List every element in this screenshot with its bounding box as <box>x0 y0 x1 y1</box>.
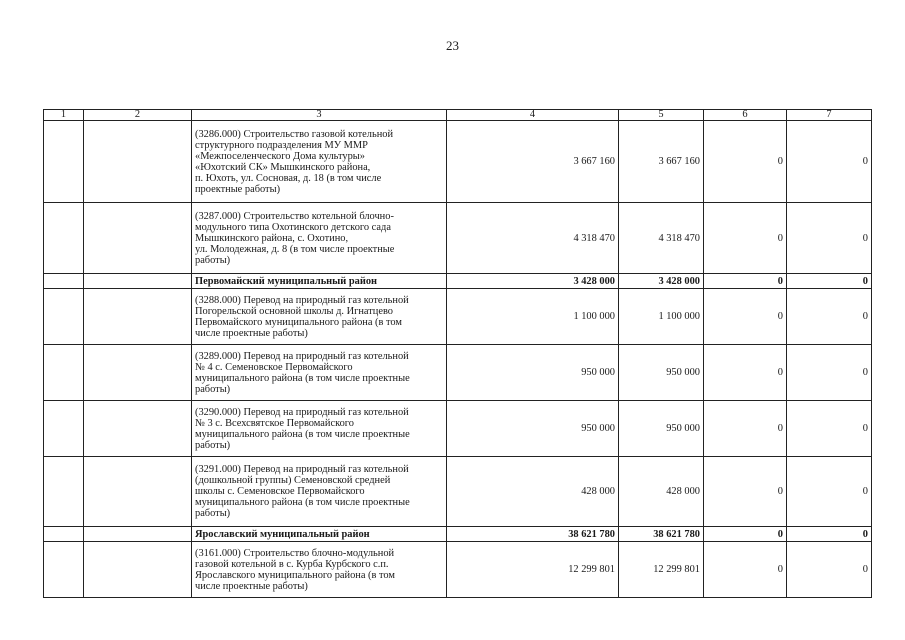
district-total-row <box>44 274 872 289</box>
cell-col-1 <box>44 527 84 542</box>
cell-col-2 <box>84 289 192 345</box>
amount-col-4: 12 299 801 <box>447 542 619 598</box>
column-header-4: 4 <box>447 110 619 121</box>
district-name <box>192 527 447 542</box>
description-line: «Юхотский СК» Мышкинского района, <box>195 161 371 173</box>
column-number-row <box>44 110 872 121</box>
amount-col-4: 428 000 <box>447 457 619 527</box>
description-line: п. Юхоть, ул. Сосновая, д. 18 (в том числе <box>195 172 382 184</box>
item-description <box>192 401 447 457</box>
cell-col-1 <box>44 457 84 527</box>
description-line: структурного подразделения МУ ММР <box>195 139 368 151</box>
cell-col-2 <box>84 401 192 457</box>
cell-col-1 <box>44 274 84 289</box>
column-header-7: 7 <box>787 110 872 121</box>
description-line: Ярославский муниципальный район <box>195 528 370 540</box>
table-row <box>44 121 872 203</box>
cell-col-1 <box>44 203 84 274</box>
description-line: (дошкольной группы) Семеновской средней <box>195 475 391 486</box>
item-description <box>192 542 447 598</box>
district-total-row <box>44 527 872 542</box>
amount-col-7: 0 <box>787 542 872 598</box>
amount-col-7: 0 <box>787 203 872 274</box>
description-line: работы) <box>195 254 231 266</box>
description-line: (3289.000) Перевод на природный газ котельной <box>195 350 409 362</box>
description-line: муниципального района (в том числе проектные <box>195 372 410 384</box>
description-line: Погорельской основной школы д. Игнатцево <box>195 305 393 317</box>
amount-col-4: 3 667 160 <box>447 121 619 203</box>
amount-col-5: 428 000 <box>619 457 704 527</box>
budget-table <box>43 109 872 598</box>
amount-col-5: 1 100 000 <box>619 289 704 345</box>
table-row <box>44 345 872 401</box>
description-line: числе проектные работы) <box>195 580 308 592</box>
amount-col-7: 0 <box>787 457 872 527</box>
item-description <box>192 345 447 401</box>
page-number: 23 <box>446 38 459 53</box>
amount-col-4: 1 100 000 <box>447 289 619 345</box>
description-line: «Межпоселенческого Дома культуры» <box>195 150 365 162</box>
amount-col-5: 950 000 <box>619 345 704 401</box>
amount-col-4: 950 000 <box>447 345 619 401</box>
column-header-3: 3 <box>192 110 447 121</box>
amount-col-4: 950 000 <box>447 401 619 457</box>
table-row <box>44 542 872 598</box>
description-line: муниципального района (в том числе проектные <box>195 497 410 508</box>
cell-col-1 <box>44 542 84 598</box>
item-description <box>192 121 447 203</box>
cell-col-1 <box>44 401 84 457</box>
district-name <box>192 274 447 289</box>
amount-col-7: 0 <box>787 527 872 542</box>
amount-col-6: 0 <box>704 457 787 527</box>
description-line: (3286.000) Строительство газовой котельной <box>195 128 394 140</box>
amount-col-6: 0 <box>704 274 787 289</box>
amount-col-6: 0 <box>704 401 787 457</box>
description-line: (3288.000) Перевод на природный газ котельной <box>195 294 409 306</box>
description-line: Первомайский муниципальный район <box>195 275 378 287</box>
cell-col-2 <box>84 457 192 527</box>
description-line: Ярославского муниципального района (в том <box>195 569 395 581</box>
cell-col-2 <box>84 542 192 598</box>
description-line: числе проектные работы) <box>195 327 308 339</box>
description-line: № 4 с. Семеновское Первомайского <box>195 361 353 373</box>
amount-col-7: 0 <box>787 345 872 401</box>
amount-col-6: 0 <box>704 121 787 203</box>
cell-col-2 <box>84 527 192 542</box>
amount-col-4: 4 318 470 <box>447 203 619 274</box>
description-line: (3161.000) Строительство блочно-модульной <box>195 547 395 559</box>
description-line: Первомайского муниципального района (в том <box>195 316 402 328</box>
cell-col-1 <box>44 121 84 203</box>
cell-col-2 <box>84 121 192 203</box>
cell-col-2 <box>84 203 192 274</box>
table-row <box>44 203 872 274</box>
amount-col-6: 0 <box>704 345 787 401</box>
description-line: № 3 с. Всехсвятское Первомайского <box>195 417 354 429</box>
amount-col-4: 38 621 780 <box>447 527 619 542</box>
amount-col-7: 0 <box>787 289 872 345</box>
cell-col-2 <box>84 345 192 401</box>
table-row <box>44 289 872 345</box>
amount-col-6: 0 <box>704 289 787 345</box>
amount-col-7: 0 <box>787 121 872 203</box>
amount-col-7: 0 <box>787 274 872 289</box>
amount-col-5: 950 000 <box>619 401 704 457</box>
description-line: модульного типа Охотинского детского сада <box>195 221 391 233</box>
table-row <box>44 457 872 527</box>
cell-col-1 <box>44 289 84 345</box>
amount-col-5: 38 621 780 <box>619 527 704 542</box>
description-line: школы с. Семеновское Первомайского <box>195 486 365 497</box>
table-row <box>44 401 872 457</box>
amount-col-6: 0 <box>704 542 787 598</box>
description-line: (3287.000) Строительство котельной блочно- <box>195 210 394 222</box>
amount-col-4: 3 428 000 <box>447 274 619 289</box>
amount-col-5: 3 667 160 <box>619 121 704 203</box>
amount-col-5: 12 299 801 <box>619 542 704 598</box>
description-line: работы) <box>195 508 231 519</box>
description-line: работы) <box>195 439 231 451</box>
column-header-1: 1 <box>44 110 84 121</box>
description-line: (3291.000) Перевод на природный газ котельной <box>195 464 409 475</box>
description-line: муниципального района (в том числе проектные <box>195 428 410 440</box>
description-line: Мышкинского района, с. Охотино, <box>195 232 349 244</box>
column-header-5: 5 <box>619 110 704 121</box>
item-description <box>192 289 447 345</box>
cell-col-1 <box>44 345 84 401</box>
item-description <box>192 203 447 274</box>
column-header-6: 6 <box>704 110 787 121</box>
item-description <box>192 457 447 527</box>
description-line: проектные работы) <box>195 183 281 195</box>
amount-col-7: 0 <box>787 401 872 457</box>
description-line: газовой котельной в с. Курба Курбского с.п. <box>195 558 389 570</box>
description-line: ул. Молодежная, д. 8 (в том числе проектные <box>195 243 395 255</box>
description-line: (3290.000) Перевод на природный газ котельной <box>195 406 409 418</box>
description-line: работы) <box>195 383 231 395</box>
amount-col-5: 4 318 470 <box>619 203 704 274</box>
amount-col-6: 0 <box>704 527 787 542</box>
amount-col-5: 3 428 000 <box>619 274 704 289</box>
cell-col-2 <box>84 274 192 289</box>
column-header-2: 2 <box>84 110 192 121</box>
amount-col-6: 0 <box>704 203 787 274</box>
table-body <box>44 110 872 598</box>
